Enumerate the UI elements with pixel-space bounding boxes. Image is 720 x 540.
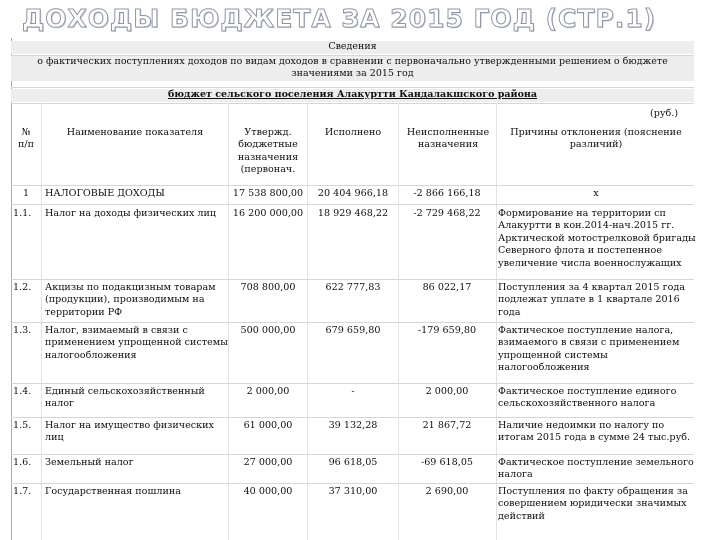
col-header-unexecuted: Неисполненные назначения	[406, 127, 490, 151]
cell-num: 1.4.	[13, 386, 32, 397]
page-title: ДОХОДЫ БЮДЖЕТА ЗА 2015 ГОД (СТР.1)	[22, 4, 657, 33]
cell-executed: 18 929 468,22	[317, 208, 389, 219]
cell-unexecuted: -69 618,05	[420, 457, 474, 468]
cell-name: Единый сельскохозяйственный налог	[45, 386, 205, 410]
cell-executed: 679 659,80	[325, 325, 381, 336]
cell-unexecuted: 86 022,17	[422, 282, 472, 293]
cell-approved: 61 000,00	[243, 420, 293, 431]
cell-name: Акцизы по подакцизным товарам (продукции), производимым на территории РФ	[45, 282, 216, 318]
col-header-name: Наименование показателя	[66, 127, 204, 138]
cell-num: 1.3.	[13, 325, 32, 336]
cell-approved: 40 000,00	[243, 486, 293, 497]
cell-executed: 37 310,00	[328, 486, 378, 497]
cell-reason: Фактическое поступление единого сельскохозяйственного налога	[498, 386, 677, 410]
cell-executed: -	[351, 386, 355, 397]
cell-reason: Фактическое поступление земельного налога	[498, 457, 694, 481]
col-header-number: № п/п	[17, 127, 35, 151]
cell-num: 1.5.	[13, 420, 32, 431]
header-subtitle-line1: о фактических поступлениях доходов по видам доходов в сравнении с первоначально утвержденными решением о бюджете	[11, 56, 694, 68]
cell-reason: Поступления по факту обращения за совершением юридически значимых действий	[498, 486, 688, 522]
cell-name: Налог на доходы физических лиц	[45, 208, 217, 219]
cell-reason: Фактическое поступление налога, взимаемого в связи с применением упрощенной системы налогообложения	[498, 325, 680, 374]
cell-num: 1.2.	[13, 282, 32, 293]
cell-num: 1.6.	[13, 457, 32, 468]
cell-executed: 96 618,05	[328, 457, 378, 468]
cell-reason: Формирование на территории сп Алакуртти в кон.2014-нач.2015 гг. Арктической мотострелковой бригады Северного флота и постепенное увеличение числа военнослужащих	[498, 208, 696, 269]
col-header-approved: Утвержд. бюджетные назначения (первонач.	[237, 127, 299, 176]
cell-approved: 16 200 000,00	[232, 208, 304, 219]
cell-approved: 2 000,00	[246, 386, 290, 397]
cell-unexecuted: 2 690,00	[425, 486, 469, 497]
cell-reason: Поступления за 4 квартал 2015 года подлежат уплате в 1 квартале 2016 года	[498, 282, 686, 318]
cell-name: Налог, взимаемый в связи с применением упрощенной системы налогообложения	[45, 325, 228, 361]
col-header-executed: Исполнено	[324, 127, 382, 138]
cell-name: Налог на имущество физических лиц	[45, 420, 214, 444]
unit-label: (руб.)	[650, 108, 679, 119]
cell-approved: 27 000,00	[243, 457, 293, 468]
cell-num: 1.1.	[13, 208, 32, 219]
cell-executed: 39 132,28	[328, 420, 378, 431]
cell-reason: Наличие недоимки по налогу по итогам 2015 года в сумме 24 тыс.руб.	[498, 420, 691, 444]
cell-approved: 708 800,00	[240, 282, 296, 293]
cell-unexecuted: 2 000,00	[425, 386, 469, 397]
header-title: Сведения	[11, 41, 694, 54]
cell-unexecuted: -179 659,80	[417, 325, 477, 336]
col-header-reasons: Причины отклонения (пояснение различий)	[510, 127, 682, 151]
cell-num: 1.7.	[13, 486, 32, 497]
cell-name: Государственная пошлина	[45, 486, 181, 497]
cell-name: Земельный налог	[45, 457, 134, 468]
cell-executed: 622 777,83	[325, 282, 381, 293]
header-subtitle-line2: значениями за 2015 год	[11, 68, 694, 81]
cell-approved: 500 000,00	[240, 325, 296, 336]
cell-unexecuted: 21 867,72	[422, 420, 472, 431]
budget-name: бюджет сельского поселения Алакуртти Кандалакшского района	[11, 89, 694, 102]
cell-unexecuted: -2 729 468,22	[413, 208, 481, 219]
